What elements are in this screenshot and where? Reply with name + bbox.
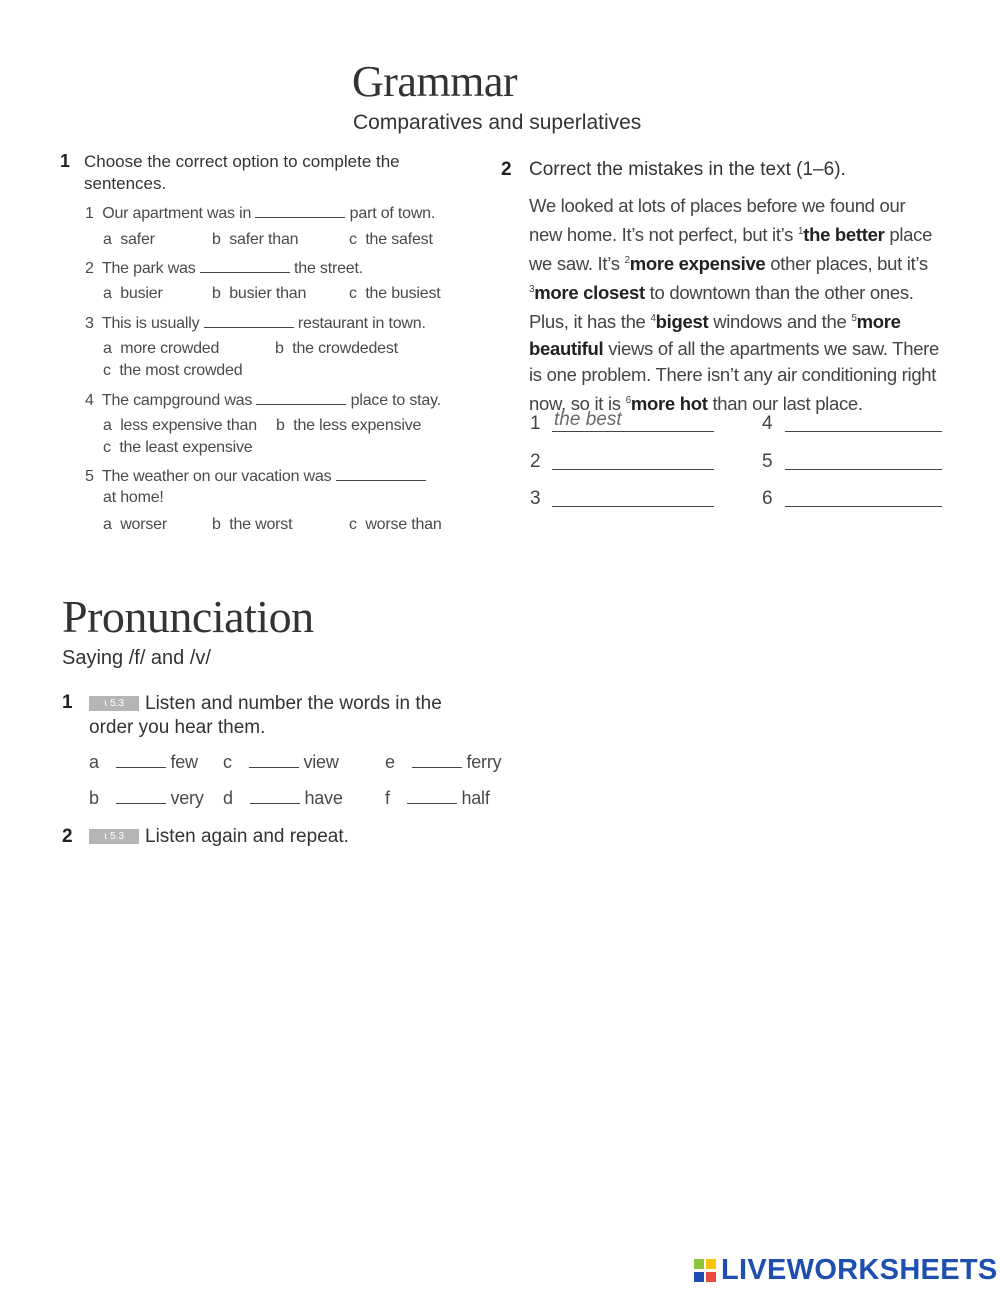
grammar-ex1-instruction xyxy=(84,151,400,195)
answer-blank[interactable] xyxy=(255,203,345,218)
option-a[interactable]: a less expensive than xyxy=(103,417,257,434)
item-text: The park was xyxy=(101,260,196,277)
grammar-item-3 xyxy=(85,313,426,333)
pronunciation-ex1-number: 1 xyxy=(62,692,73,713)
item-text: This is usually xyxy=(101,315,200,332)
logo-text: LIVEWORKSHEETS xyxy=(721,1254,998,1286)
grammar-item-5-cont: at home! xyxy=(103,489,164,506)
number-blank[interactable] xyxy=(116,789,166,804)
option-a[interactable]: a more crowded xyxy=(103,340,220,357)
item-number: 5 xyxy=(85,468,94,485)
grammar-ex2-instruction: Correct the mistakes in the text (1–6). xyxy=(529,159,846,180)
error-6: more hot xyxy=(630,392,708,414)
answer-number: 3 xyxy=(530,488,541,509)
word-item-d: d have xyxy=(223,788,343,808)
grammar-item-2-options xyxy=(103,285,441,303)
option-a[interactable]: a busier xyxy=(103,285,163,302)
answer-number: 6 xyxy=(762,488,773,509)
grammar-item-4-option-c-row xyxy=(103,439,253,457)
answer-number: 2 xyxy=(530,451,541,472)
option-c[interactable]: c the least expensive xyxy=(103,439,253,456)
logo-icon xyxy=(693,1258,719,1284)
item-number: 3 xyxy=(85,315,94,332)
word-item-f: f half xyxy=(385,788,490,808)
grammar-subtitle: Comparatives and superlatives xyxy=(353,111,642,134)
item-number: 2 xyxy=(85,260,94,277)
audio-track-icon[interactable]: ⍳ 5.3 xyxy=(89,829,139,844)
liveworksheets-logo xyxy=(693,1254,998,1287)
error-3: more closest xyxy=(534,282,645,304)
option-c[interactable]: c worse than xyxy=(349,516,442,533)
answer-number: 4 xyxy=(762,413,773,434)
item-text: The campground was xyxy=(101,392,253,409)
instruction-line: Choose the correct option to complete the xyxy=(84,152,400,171)
item-text: the street. xyxy=(294,260,363,277)
error-1: the better xyxy=(803,224,885,246)
grammar-item-5-options xyxy=(103,516,442,534)
pronunciation-subtitle: Saying /f/ and /v/ xyxy=(62,647,211,669)
option-c[interactable]: c the most crowded xyxy=(103,362,243,379)
error-2: more expensive xyxy=(629,253,766,275)
item-number: 4 xyxy=(85,392,94,409)
answer-field-4[interactable] xyxy=(785,409,942,432)
pronunciation-ex1-instruction: ⍳ 5.3 Listen and number the words in the order you hear them. xyxy=(89,693,442,738)
instruction-line: sentences. xyxy=(84,174,167,193)
answer-blank[interactable] xyxy=(256,390,346,405)
grammar-item-3-option-c-row xyxy=(103,362,242,380)
answer-field-1[interactable] xyxy=(552,409,714,432)
pronunciation-ex2-number: 2 xyxy=(62,826,73,847)
error-5a: more xyxy=(856,311,901,333)
item-text: The weather on our vacation was xyxy=(101,468,332,485)
error-4: bigest xyxy=(655,311,709,333)
option-a[interactable]: a worser xyxy=(103,516,168,533)
number-blank[interactable] xyxy=(250,789,300,804)
option-b[interactable]: b safer than xyxy=(212,231,299,248)
grammar-item-3-options xyxy=(103,340,398,358)
grammar-item-4-options xyxy=(103,417,422,435)
number-blank[interactable] xyxy=(116,753,166,768)
number-blank[interactable] xyxy=(407,789,457,804)
option-b[interactable]: b busier than xyxy=(212,285,307,302)
word-item-c: c view xyxy=(223,752,339,772)
number-blank[interactable] xyxy=(249,753,299,768)
answer-field-2[interactable] xyxy=(552,447,714,470)
item-text: restaurant in town. xyxy=(297,315,426,332)
grammar-ex1-number: 1 xyxy=(60,151,71,171)
answer-field-3[interactable] xyxy=(552,484,714,507)
answer-field-6[interactable] xyxy=(785,484,942,507)
grammar-item-5 xyxy=(85,466,426,486)
answer-number: 1 xyxy=(530,413,541,434)
item-text: part of town. xyxy=(349,205,436,222)
pronunciation-title: Pronunciation xyxy=(62,591,314,642)
answer-number: 5 xyxy=(762,451,773,472)
error-paragraph: We looked at lots of places before we found our new home. It’s not perfect, but it’s $^1$the better place we saw. It’s $^2$more expensive other places, but it’s $^3$more closest to downtown than the other ones. Plus, it has the $^4$bigest windows and the $^5$more beautiful views of all the apartments we saw. There is one problem. There isn’t any air conditioning right now, so it is $^6$more hot than our last place. xyxy=(529,195,940,414)
option-b[interactable]: b the worst xyxy=(212,516,293,533)
answer-field-5[interactable] xyxy=(785,447,942,470)
option-c[interactable]: c the safest xyxy=(349,231,433,248)
option-b[interactable]: b the crowdedest xyxy=(275,340,398,357)
error-5b: beautiful xyxy=(529,337,604,359)
grammar-title: Grammar xyxy=(352,57,518,106)
pronunciation-ex2-instruction: ⍳ 5.3 Listen again and repeat. xyxy=(89,826,349,848)
answer-text: the best xyxy=(554,409,622,430)
grammar-item-1-options xyxy=(103,231,433,249)
option-a[interactable]: a safer xyxy=(103,231,155,248)
grammar-item-2 xyxy=(85,258,363,278)
answer-blank[interactable] xyxy=(204,313,294,328)
word-item-e: e ferry xyxy=(385,752,502,772)
grammar-ex2-number: 2 xyxy=(501,159,512,180)
answer-blank[interactable] xyxy=(336,466,426,481)
answer-blank[interactable] xyxy=(200,258,290,273)
number-blank[interactable] xyxy=(412,753,462,768)
item-number: 1 xyxy=(85,205,94,222)
item-text: Our apartment was in xyxy=(102,205,252,222)
grammar-item-4 xyxy=(85,390,441,410)
item-text: place to stay. xyxy=(350,392,441,409)
option-c[interactable]: c the busiest xyxy=(349,285,441,302)
word-item-a: a few xyxy=(89,752,198,772)
option-b[interactable]: b the less expensive xyxy=(276,417,422,434)
grammar-item-1 xyxy=(85,203,435,223)
word-item-b: b very xyxy=(89,788,204,808)
audio-track-icon[interactable]: ⍳ 5.3 xyxy=(89,696,139,711)
